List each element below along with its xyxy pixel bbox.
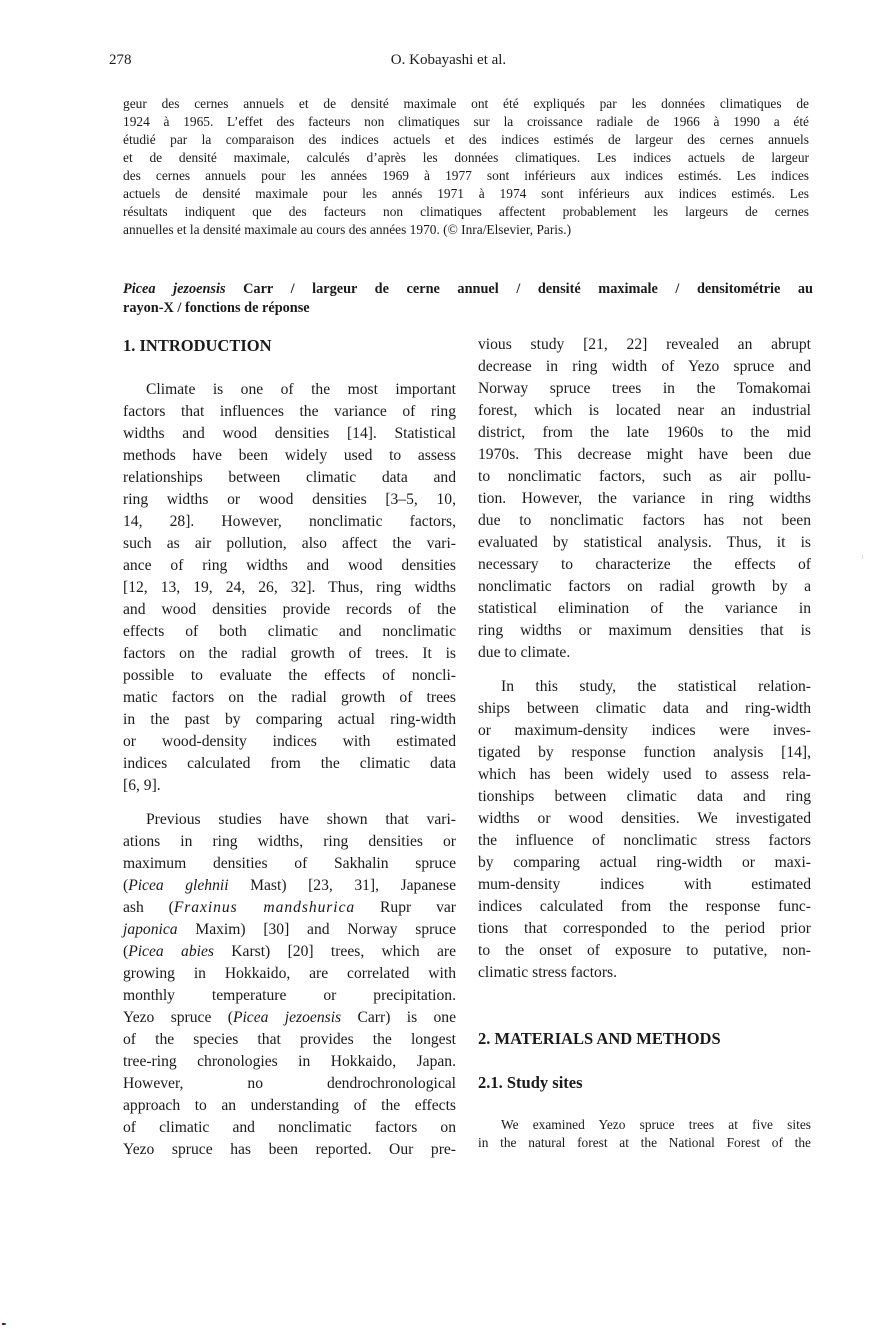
text-line: or wood-density indices with estimated (123, 733, 456, 750)
abstract-line: geur des cernes annuels et de densité maximale ont été expliqués par les données climatiques de (123, 96, 809, 111)
section-heading-materials-methods: 2. MATERIALS AND METHODS (478, 1029, 721, 1048)
text-line: matic factors on the radial growth of trees (123, 689, 456, 706)
french-abstract (123, 95, 809, 239)
text-fragment: ash ( (123, 899, 174, 916)
text-line: tigated by response function analysis [14], (478, 744, 811, 761)
text-line: of the species that provides the longest (123, 1031, 456, 1048)
left-column (123, 335, 456, 1161)
text-fragment: ( (123, 877, 129, 894)
text-line: or maximum-density indices were inves- (478, 722, 811, 739)
running-head: O. Kobayashi et al. (390, 52, 507, 68)
species-name: Picea glehnii (128, 877, 229, 894)
subsection-heading-study-sites: 2.1. Study sites (478, 1073, 583, 1092)
text-line: in the past by comparing actual ring-width (123, 711, 456, 728)
text-line: district, from the late 1960s to the mid (478, 424, 811, 441)
keywords (123, 280, 813, 318)
text-line: possible to evaluate the effects of noncli- (123, 667, 456, 684)
text-line: ships between climatic data and ring-width (478, 700, 811, 717)
species-name: Picea jezoensis (232, 1009, 342, 1026)
abstract-line: étudié par la comparaison des indices actuels et des indices estimés de largeur des cernes annuels (123, 132, 809, 147)
text-line: forest, which is located near an industrial (478, 402, 811, 419)
text-fragment: ( (123, 943, 129, 960)
text-fragment: Mast) [23, 31], Japanese (228, 877, 456, 894)
text-fragment: Yezo spruce ( (123, 1009, 233, 1026)
scan-artifact (2, 1323, 6, 1325)
species-name: Picea abies (128, 943, 214, 960)
keyword-list: Carr / largeur de cerne annuel / densité maximale / densitométrie au (225, 281, 813, 297)
text-line: 14, 28]. However, nonclimatic factors, (123, 513, 456, 530)
text-line: approach to an understanding of the effects (123, 1097, 456, 1114)
text-line: decrease in ring width of Yezo spruce and (478, 358, 811, 375)
text-line: evaluated by statistical analysis. Thus, it is (478, 534, 811, 551)
text-line (123, 941, 456, 963)
text-line: In this study, the statistical relation- (501, 678, 811, 695)
text-line: widths and wood densities [14]. Statistical (123, 425, 456, 442)
text-line: to nonclimatic factors, such as air pollu- (478, 468, 811, 485)
abstract-line: 1924 à 1965. L’effet des facteurs non climatiques sur la croissance radiale de 1966 à 1990 a été (123, 114, 809, 129)
page-number: 278 (109, 52, 132, 68)
text-line: 1970s. This decrease might have been due (478, 446, 811, 463)
species-name: Fraxinus mandshurica (173, 899, 356, 916)
text-line: by comparing actual ring-width or maxi- (478, 854, 811, 871)
text-line: tion. However, the variance in ring widths (478, 490, 811, 507)
text-fragment: Karst) [20] trees, which are (213, 943, 457, 960)
text-line: maximum densities of Sakhalin spruce (123, 855, 456, 872)
intro-paragraph-1 (123, 379, 456, 797)
text-line: due to nonclimatic factors has not been (478, 512, 811, 529)
text-line (123, 897, 456, 919)
intro-paragraph-2 (123, 809, 456, 1161)
text-line: factors on the radial growth of trees. It is (123, 645, 456, 662)
text-line: such as air pollution, also affect the vari- (123, 535, 456, 552)
text-line: and wood densities provide records of the (123, 601, 456, 618)
text-line: indices calculated from the response func- (478, 898, 811, 915)
text-line: vious study [21, 22] revealed an abrupt (478, 336, 811, 353)
text-line: mum-density indices with estimated (478, 876, 811, 893)
text-line: of climatic and nonclimatic factors on (123, 1119, 456, 1136)
text-line: ance of ring widths and wood densities (123, 557, 456, 574)
text-line: which has been widely used to assess rela- (478, 766, 811, 783)
text-line: ring widths or wood densities [3–5, 10, (123, 491, 456, 508)
text-line: [6, 9]. (123, 777, 161, 794)
text-line (123, 875, 456, 897)
text-line: Norway spruce trees in the Tomakomai (478, 380, 811, 397)
text-line: statistical elimination of the variance in (478, 600, 811, 617)
text-line: necessary to characterize the effects of (478, 556, 811, 573)
text-line: monthly temperature or precipitation. (123, 987, 456, 1004)
abstract-line: des cernes annuels pour les années 1969 à 1977 sont inférieurs aux indices estimés. Les indices (123, 168, 809, 183)
text-line: [12, 13, 19, 24, 26, 32]. Thus, ring widths (123, 579, 456, 596)
text-line: Yezo spruce has been reported. Our pre- (123, 1141, 456, 1158)
text-line: to the onset of exposure to putative, non- (478, 942, 811, 959)
text-line: in the natural forest at the National Forest of the (478, 1135, 811, 1150)
study-sites-paragraph (478, 1116, 811, 1152)
keyword-species: Picea jezoensis (123, 281, 226, 297)
text-line: the influence of nonclimatic stress factors (478, 832, 811, 849)
text-line: widths or wood densities. We investigated (478, 810, 811, 827)
text-line: tionships between climatic data and ring (478, 788, 811, 805)
text-fragment: Carr) is one (341, 1009, 457, 1026)
text-line: Previous studies have shown that vari- (146, 811, 456, 828)
keyword-list-cont: rayon-X / fonctions de réponse (123, 300, 310, 316)
abstract-line: résultats indiquent que des facteurs non climatiques affectent probablement les largeurs de cernes (123, 204, 809, 219)
text-line: nonclimatic factors on radial growth by a (478, 578, 811, 595)
text-line: tree-ring chronologies in Hokkaido, Japan. (123, 1053, 456, 1070)
text-fragment: Rupr var (355, 899, 456, 916)
text-line: Climate is one of the most important (146, 381, 456, 398)
intro-paragraph-4 (478, 676, 811, 984)
text-line (123, 1007, 456, 1029)
text-line: growing in Hokkaido, are correlated with (123, 965, 456, 982)
text-line: ring widths or maximum densities that is (478, 622, 811, 639)
text-fragment: Maxim) [30] and Norway spruce (177, 921, 456, 938)
text-line: relationships between climatic data and (123, 469, 456, 486)
text-line (123, 919, 456, 941)
abstract-line: annuelles et la densité maximale au cours des années 1970. (© Inra/Elsevier, Paris.) (123, 222, 572, 237)
abstract-line: et de densité maximale, calculés d’après les données climatiques. Les indices actuels de largeur (123, 150, 809, 165)
text-line: methods have been widely used to assess (123, 447, 456, 464)
text-line: due to climate. (478, 644, 571, 661)
species-name: japonica (123, 921, 178, 938)
text-line: ations in ring widths, ring densities or (123, 833, 456, 850)
intro-paragraph-3 (478, 334, 811, 664)
right-column (478, 334, 811, 1152)
text-line: tions that corresponded to the period prior (478, 920, 811, 937)
text-line: indices calculated from the climatic data (123, 755, 456, 772)
text-line: effects of both climatic and nonclimatic (123, 623, 456, 640)
text-line: climatic stress factors. (478, 964, 617, 981)
text-line: We examined Yezo spruce trees at five sites (501, 1117, 811, 1132)
text-line: However, no dendrochronological (123, 1075, 456, 1092)
abstract-line: actuels de densité maximale pour les annés 1971 à 1974 sont inférieurs aux indices estimés. Les (123, 186, 809, 201)
section-heading-introduction: 1. INTRODUCTION (123, 336, 272, 355)
scan-artifact (862, 555, 863, 559)
text-line: factors that influences the variance of ring (123, 403, 456, 420)
